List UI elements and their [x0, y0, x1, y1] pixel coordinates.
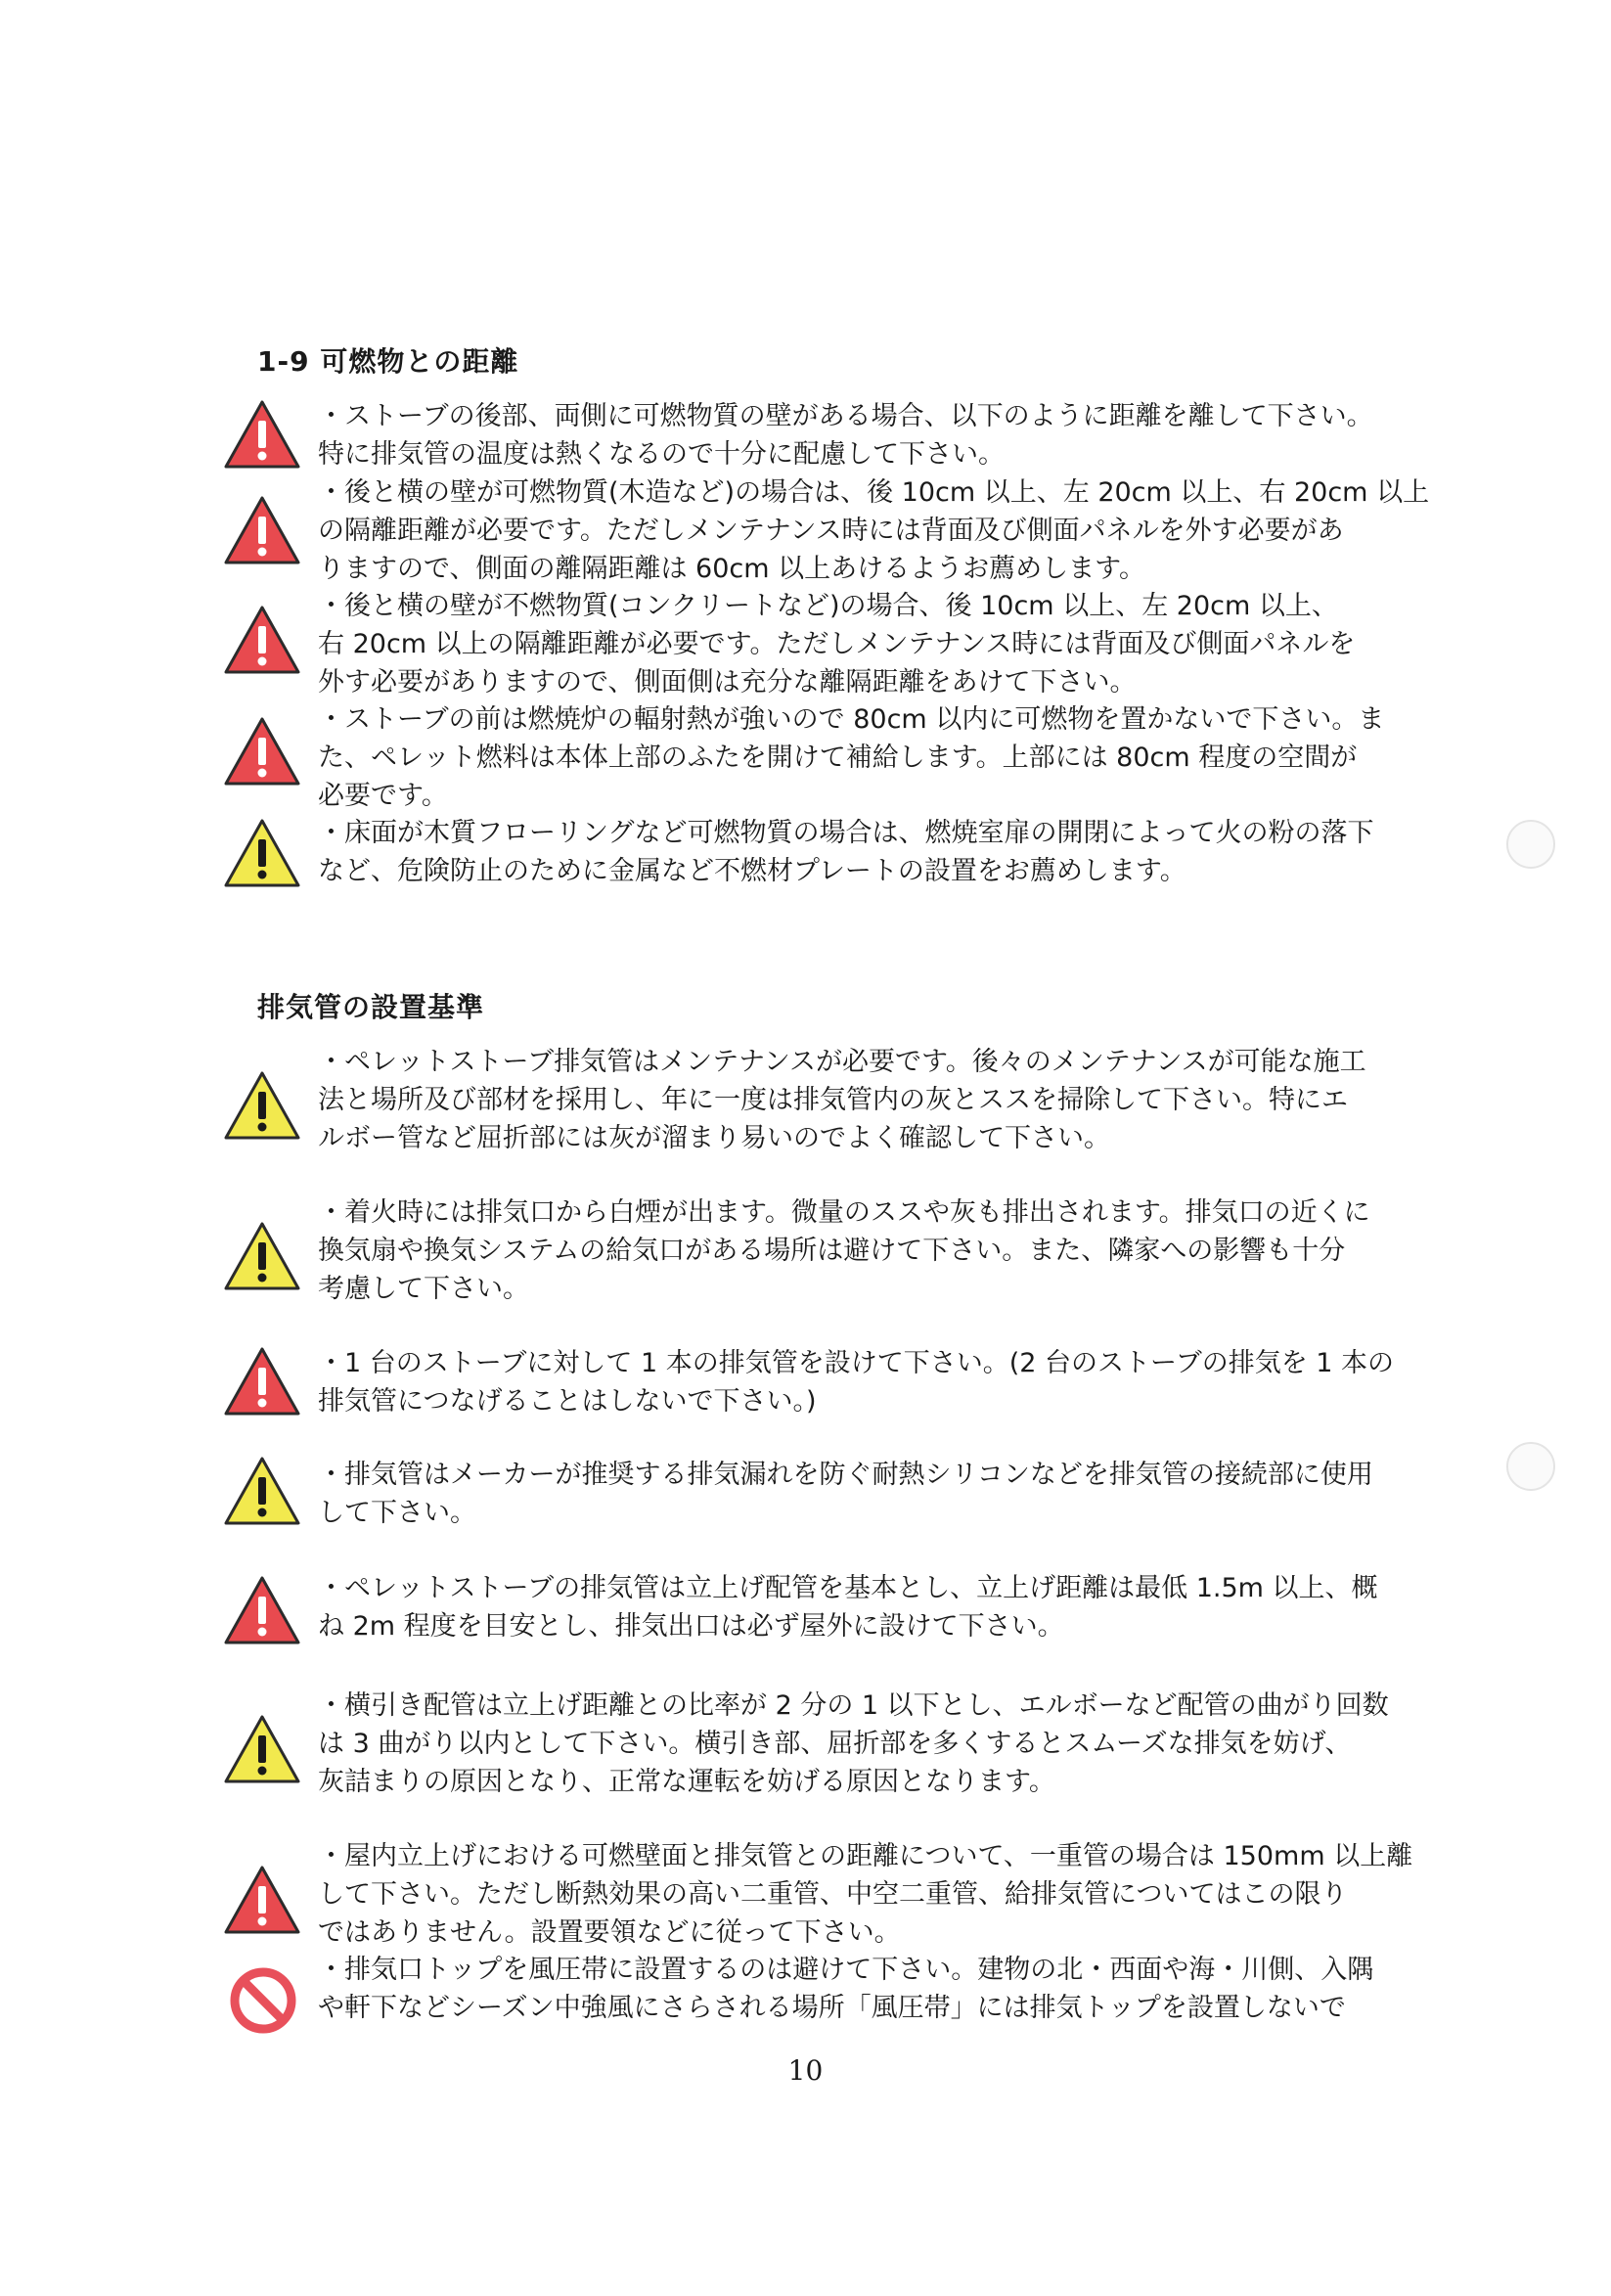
punch-hole — [1506, 820, 1555, 869]
item-line: ・ストーブの前は燃焼炉の輻射熱が強いので 80cm 以内に可燃物を置かないで下さい。ま — [318, 704, 1385, 735]
item-line: ・排気口トップを風圧帯に設置するのは避けて下さい。建物の北・西面や海・川側、入隅 — [318, 1955, 1374, 1985]
item-line: ・横引き配管は立上げ距離との比率が 2 分の 1 以下とし、エルボーなど配管の曲がり回数 — [318, 1690, 1389, 1721]
item-line: ・後と横の壁が不燃物質(コンクリートなど)の場合、後 10cm 以上、左 20cm 以上、 — [318, 591, 1338, 621]
item-line: ね 2m 程度を目安とし、排気出口は必ず屋外に設けて下さい。 — [318, 1611, 1064, 1642]
item-line: 換気扇や換気システムの給気口がある場所は避けて下さい。また、隣家への影響も十分 — [318, 1236, 1346, 1266]
list-item — [318, 1837, 1413, 1952]
item-line: や軒下などシーズン中強風にさらされる場所「風圧帯」には排気トップを設置しないで — [318, 1993, 1346, 2023]
warning-red-icon — [223, 1865, 301, 1935]
item-line: 右 20cm 以上の隔離距離が必要です。ただしメンテナンス時には背面及び側面パネルを — [318, 629, 1356, 659]
prohibition-icon — [227, 1964, 299, 2037]
item-line: ではありません。設置要領などに従って下さい。 — [318, 1917, 901, 1948]
list-item — [318, 1569, 1378, 1645]
item-line: 排気管につなげることはしないで下さい。) — [318, 1386, 817, 1417]
warning-yellow-icon — [223, 1070, 301, 1141]
warning-red-icon — [223, 1346, 301, 1417]
warning-yellow-icon — [223, 1221, 301, 1291]
section-title-exhaust-pipe: 排気管の設置基準 — [257, 991, 485, 1023]
item-line: ・ペレットストーブ排気管はメンテナンスが必要です。後々のメンテナンスが可能な施工 — [318, 1047, 1366, 1077]
item-line: 特に排気管の温度は熱くなるので十分に配慮して下さい。 — [318, 439, 1005, 470]
list-item — [318, 1344, 1395, 1420]
item-line: ・ストーブの後部、両側に可燃物質の壁がある場合、以下のように距離を離して下さい。 — [318, 401, 1373, 431]
item-line: の隔離距離が必要です。ただしメンテナンス時には背面及び側面パネルを外す必要があ — [318, 516, 1344, 546]
warning-red-icon — [223, 495, 301, 565]
warning-red-icon — [223, 605, 301, 675]
item-line: ・ペレットストーブの排気管は立上げ配管を基本とし、立上げ距離は最低 1.5m 以上、概 — [318, 1573, 1378, 1603]
list-item — [318, 1456, 1374, 1532]
item-line: ・排気管はメーカーが推奨する排気漏れを防ぐ耐熱シリコンなどを排気管の接続部に使用 — [318, 1460, 1373, 1490]
list-item — [318, 1193, 1374, 1308]
punch-hole — [1506, 1442, 1555, 1491]
list-item — [318, 397, 1374, 473]
item-line: 必要です。 — [318, 781, 448, 811]
warning-yellow-icon — [223, 818, 301, 888]
item-line: りますので、側面の離隔距離は 60cm 以上あけるようお薦めします。 — [318, 554, 1145, 584]
item-line: など、危険防止のために金属など不燃材プレートの設置をお薦めします。 — [318, 856, 1186, 886]
warning-red-icon — [223, 716, 301, 787]
list-item — [318, 700, 1385, 815]
item-line: ・屋内立上げにおける可燃壁面と排気管との距離について、一重管の場合は 150mm 以上離 — [318, 1841, 1413, 1871]
item-line: ・1 台のストーブに対して 1 本の排気管を設けて下さい。(2 台のストーブの排気を 1 本の — [318, 1348, 1395, 1378]
item-line: た、ペレット燃料は本体上部のふたを開けて補給します。上部には 80cm 程度の空間が — [318, 743, 1358, 773]
warning-yellow-icon — [223, 1714, 301, 1784]
warning-red-icon — [223, 1575, 301, 1645]
item-line: して下さい。 — [318, 1498, 476, 1528]
warning-yellow-icon — [223, 1456, 301, 1526]
warning-red-icon — [223, 399, 301, 470]
list-item — [318, 814, 1374, 890]
list-item — [318, 1951, 1374, 2027]
item-line: ・床面が木質フローリングなど可燃物質の場合は、燃焼室扉の開閉によって火の粉の落下 — [318, 818, 1374, 848]
item-line: ルボー管など屈折部には灰が溜まり易いのでよく確認して下さい。 — [318, 1123, 1110, 1153]
list-item — [318, 1043, 1374, 1157]
item-line: して下さい。ただし断熱効果の高い二重管、中空二重管、給排気管についてはこの限り — [318, 1879, 1348, 1910]
item-line: ・着火時には排気口から白煙が出ます。微量のススや灰も排出されます。排気口の近くに — [318, 1197, 1370, 1228]
item-line: ・後と横の壁が可燃物質(木造など)の場合は、後 10cm 以上、左 20cm 以上、右 20cm 以上 — [318, 477, 1430, 508]
list-item — [318, 473, 1430, 588]
item-line: 灰詰まりの原因となり、正常な運転を妨げる原因となります。 — [318, 1767, 1055, 1797]
item-line: 法と場所及び部材を採用し、年に一度は排気管内の灰とススを掃除して下さい。特にエ — [318, 1085, 1348, 1115]
page-number: 10 — [787, 2054, 824, 2087]
section-title-combustible-distance: 1-9 可燃物との距離 — [257, 345, 519, 378]
list-item — [318, 587, 1374, 701]
item-line: 外す必要がありますので、側面側は充分な離隔距離をあけて下さい。 — [318, 667, 1137, 698]
list-item — [318, 1687, 1389, 1801]
item-line: 考慮して下さい。 — [318, 1274, 529, 1304]
item-line: は 3 曲がり以内として下さい。横引き部、屈折部を多くするとスムーズな排気を妨げ、 — [318, 1729, 1352, 1759]
